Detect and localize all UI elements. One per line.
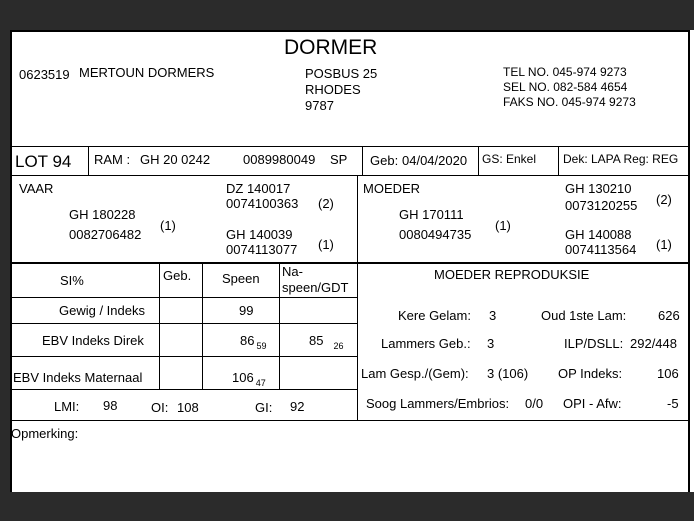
dam-sire-id: GH 130210 [565, 181, 632, 196]
top-dark-border [0, 0, 694, 28]
si-header: SI% [60, 273, 84, 288]
maternaal-speen-sub: 47 [255, 378, 266, 388]
sire-generation: (1) [160, 218, 176, 233]
vline-dek [558, 146, 559, 176]
lmi-value: 98 [103, 398, 118, 413]
divider-indices [11, 420, 688, 421]
divider-si-header [11, 297, 358, 298]
address-line-2: RHODES [305, 82, 361, 97]
kere-label: Kere Gelam: [398, 308, 471, 323]
oud-value: 626 [658, 308, 680, 323]
gesp-label: Lam Gesp./(Gem): [361, 366, 469, 381]
vline-lot [88, 146, 89, 176]
direk-naspeen-sub: 26 [333, 341, 344, 351]
divider-header [11, 146, 688, 147]
sire-id: GH 180228 [69, 207, 136, 222]
oi-value: 108 [177, 400, 199, 415]
dam-sire-number: 0073120255 [565, 198, 638, 213]
gs-type: GS: Enkel [482, 152, 537, 166]
dam-sire-generation: (2) [656, 192, 672, 207]
dam-number: 0080494735 [399, 227, 472, 242]
tel-number: TEL NO. 045-974 9273 [503, 65, 627, 79]
address-line-1: POSBUS 25 [305, 66, 378, 81]
ram-label: RAM : [94, 152, 131, 167]
dam-dam-id: GH 140088 [565, 227, 632, 242]
dam-id: GH 170111 [399, 207, 464, 222]
ram-number: 0089980049 [243, 152, 316, 167]
sire-sire-id: DZ 140017 [226, 181, 291, 196]
lammers-label: Lammers Geb.: [381, 336, 471, 351]
sel-number: SEL NO. 082-584 4654 [503, 80, 628, 94]
ilp-value: 292/448 [630, 336, 677, 351]
oi-label: OI: [151, 400, 169, 415]
row-maternaal-speen [232, 370, 266, 387]
sire-dam-generation: (1) [318, 237, 334, 252]
row-direk-naspeen [309, 333, 343, 350]
address-line-3: 9787 [305, 98, 334, 113]
row-gewig-label: Gewig / Indeks [59, 303, 145, 318]
speen-header: Speen [222, 271, 260, 286]
vline-si-geb [159, 263, 160, 389]
lot-number: LOT 94 [15, 152, 72, 171]
vline-si-naspeen [279, 263, 280, 389]
moeder-label: MOEDER [363, 181, 421, 196]
breed-title: DORMER [284, 36, 378, 59]
vline-center [357, 176, 358, 421]
direk-speen-value: 86 [240, 333, 255, 348]
naspeen-header-2: speen/GDT [282, 280, 349, 295]
lammers-value: 3 [487, 336, 495, 351]
birth-date: 04/04/2020 [402, 153, 468, 168]
opi-value: -5 [667, 396, 679, 411]
sire-number: 0082706482 [69, 227, 142, 242]
ram-id: GH 20 0242 [140, 152, 211, 167]
ilp-label: ILP/DSLL: [564, 336, 624, 351]
sire-sire-number: 0074100363 [226, 196, 299, 211]
sire-dam-number: 0074113077 [226, 242, 298, 257]
bottom-dark-border [0, 492, 694, 521]
op-value: 106 [657, 366, 679, 381]
op-label: OP Indeks: [558, 366, 623, 381]
opi-label: OPI - Afw: [563, 396, 622, 411]
vline-gs [478, 146, 479, 176]
row-maternaal-label: EBV Indeks Maternaal [13, 370, 143, 385]
gesp-value: 3 (106) [487, 366, 529, 381]
repro-title: MOEDER REPRODUKSIE [434, 267, 590, 282]
vaar-label: VAAR [19, 181, 54, 196]
naspeen-header-1: Na- [282, 264, 303, 279]
divider-pedigree [11, 262, 688, 264]
dek-info: Dek: LAPA Reg: REG [563, 152, 679, 166]
divider-si-row3 [11, 389, 358, 390]
gi-label: GI: [255, 400, 273, 415]
dam-dam-generation: (1) [656, 237, 672, 252]
sire-dam-id: GH 140039 [226, 227, 293, 242]
breeder-code: 0623519 [19, 67, 70, 82]
direk-naspeen-value: 85 [309, 333, 324, 348]
divider-si-row2 [11, 356, 358, 357]
birth-label: Geb: [370, 153, 399, 168]
lmi-label: LMI: [54, 399, 80, 414]
maternaal-speen-value: 106 [232, 370, 254, 385]
divider-lot [11, 175, 688, 176]
vline-geb [362, 146, 363, 176]
ram-sp: SP [330, 152, 348, 167]
direk-speen-sub: 59 [256, 341, 267, 351]
breeder-name: MERTOUN DORMERS [79, 65, 215, 80]
soog-label: Soog Lammers/Embrios: [366, 396, 510, 411]
row-gewig-speen: 99 [239, 303, 254, 318]
sire-sire-generation: (2) [318, 196, 334, 211]
dam-generation: (1) [495, 218, 511, 233]
dam-dam-number: 0074113564 [565, 242, 637, 257]
faks-number: FAKS NO. 045-974 9273 [503, 95, 636, 109]
opmerking-label: Opmerking: [11, 426, 79, 441]
vline-si-speen [202, 263, 203, 389]
divider-si-row1 [11, 323, 358, 324]
kere-value: 3 [489, 308, 497, 323]
gi-value: 92 [290, 399, 305, 414]
oud-label: Oud 1ste Lam: [541, 308, 627, 323]
row-direk-label: EBV Indeks Direk [42, 333, 144, 348]
soog-value: 0/0 [525, 396, 544, 411]
geb-header: Geb. [163, 268, 192, 283]
row-direk-speen [240, 333, 266, 350]
